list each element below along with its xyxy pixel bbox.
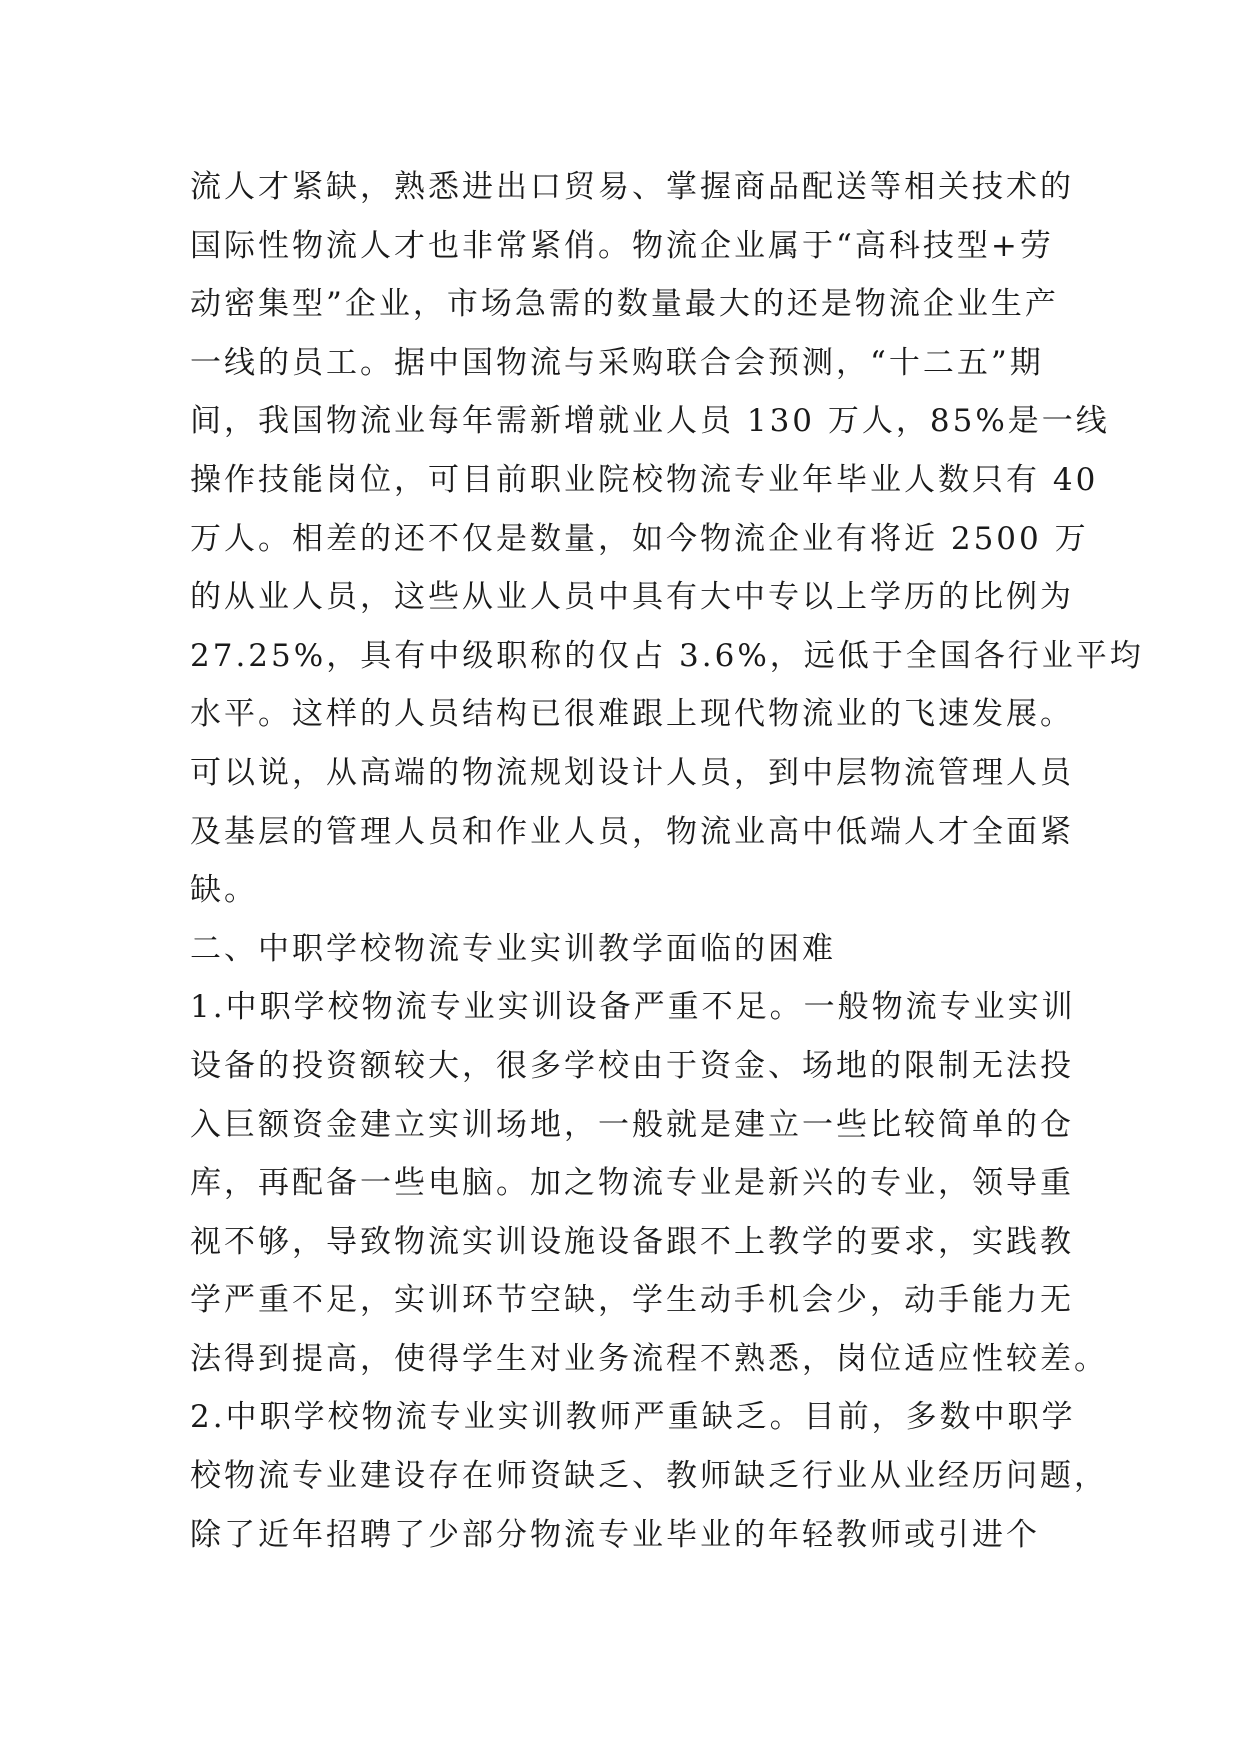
text-line: 法得到提高，使得学生对业务流程不熟悉，岗位适应性较差。 bbox=[190, 1340, 1108, 1377]
text-line: 动密集型”企业，市场急需的数量最大的还是物流企业生产 bbox=[190, 286, 1059, 323]
text-line: 学严重不足，实训环节空缺，学生动手机会少，动手能力无 bbox=[190, 1282, 1074, 1319]
text-line: 2.中职学校物流专业实训教师严重缺乏。目前，多数中职学 bbox=[190, 1399, 1076, 1436]
text-line: 万人。相差的还不仅是数量，如今物流企业有将近 2500 万 bbox=[190, 520, 1089, 557]
body-text bbox=[190, 158, 1144, 1564]
text-line: 入巨额资金建立实训场地，一般就是建立一些比较简单的仓 bbox=[190, 1106, 1074, 1143]
text-line: 设备的投资额较大，很多学校由于资金、场地的限制无法投 bbox=[190, 1047, 1074, 1084]
section-heading: 二、中职学校物流专业实训教学面临的困难 bbox=[190, 930, 836, 967]
text-line: 27.25%，具有中级职称的仅占 3.6%，远低于全国各行业平均 bbox=[190, 637, 1144, 674]
text-line: 1.中职学校物流专业实训设备严重不足。一般物流专业实训 bbox=[190, 989, 1076, 1026]
text-line: 一线的员工。据中国物流与采购联合会预测，“十二五”期 bbox=[190, 344, 1044, 381]
text-line: 的从业人员，这些从业人员中具有大中专以上学历的比例为 bbox=[190, 579, 1074, 616]
text-line: 流人才紧缺，熟悉进出口贸易、掌握商品配送等相关技术的 bbox=[190, 169, 1074, 205]
text-line: 可以说，从高端的物流规划设计人员，到中层物流管理人员 bbox=[190, 754, 1074, 791]
text-line: 及基层的管理人员和作业人员，物流业高中低端人才全面紧 bbox=[190, 813, 1074, 850]
text-line: 间，我国物流业每年需新增就业人员 130 万人，85%是一线 bbox=[190, 403, 1110, 440]
text-line: 库，再配备一些电脑。加之物流专业是新兴的专业，领导重 bbox=[190, 1165, 1074, 1202]
text-line: 水平。这样的人员结构已很难跟上现代物流业的飞速发展。 bbox=[190, 696, 1074, 733]
text-line: 视不够，导致物流实训设施设备跟不上教学的要求，实践教 bbox=[190, 1223, 1074, 1260]
text-line: 校物流专业建设存在师资缺乏、教师缺乏行业从业经历问题， bbox=[190, 1458, 1108, 1495]
text-line: 国际性物流人才也非常紧俏。物流企业属于“高科技型+劳 bbox=[190, 227, 1054, 264]
text-line: 除了近年招聘了少部分物流专业毕业的年轻教师或引进个 bbox=[190, 1516, 1040, 1553]
text-line: 操作技能岗位，可目前职业院校物流专业年毕业人数只有 40 bbox=[190, 461, 1099, 498]
text-line: 缺。 bbox=[190, 872, 258, 909]
